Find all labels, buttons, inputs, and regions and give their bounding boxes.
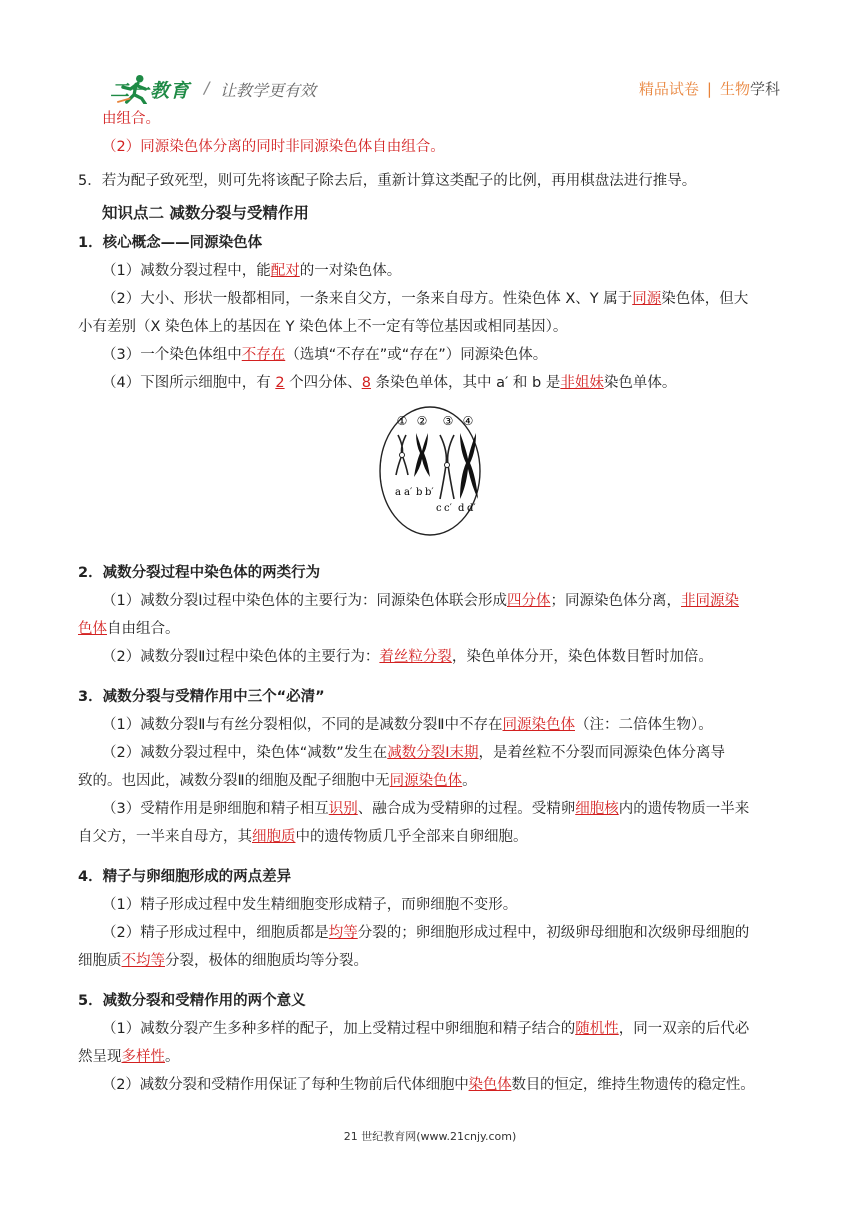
figure-label: c′ [444, 503, 452, 514]
text-line: （1）精子形成过程中发生精细胞变形成精子，而卵细胞不变形。 [102, 897, 518, 913]
tetrad-cell-diagram [378, 403, 482, 543]
figure-num: ③ [442, 414, 454, 428]
subsection-heading: 2．减数分裂过程中染色体的两类行为 [78, 565, 321, 581]
page-header [80, 70, 780, 110]
header-subject-suffix: 学科 [749, 80, 780, 98]
cell-figure [78, 397, 783, 547]
text-line: （1）减数分裂Ⅰ过程中染色体的主要行为：同源染色体联会形成四分体；同源染色体分离，非同源染 [102, 593, 739, 609]
text-line: 然呈现多样性。 [78, 1049, 180, 1065]
text-line: （4）下图所示细胞中，有 2 个四分体、8 条染色单体，其中 a′ 和 b 是非姐妹染色单体。 [102, 375, 677, 391]
text-line: （2）同源染色体分离的同时非同源染色体自由组合。 [102, 139, 445, 155]
text-line: （1）减数分裂Ⅱ与有丝分裂相似，不同的是减数分裂Ⅱ中不存在同源染色体（注：二倍体生物）。 [102, 717, 713, 733]
figure-num: ② [416, 414, 428, 428]
subsection-heading: 1．核心概念——同源染色体 [78, 235, 263, 251]
figure-label: b [416, 487, 423, 498]
text-line: （1）减数分裂过程中，能配对的一对染色体。 [102, 263, 402, 279]
text-line: 细胞质不均等分裂，极体的细胞质均等分裂。 [78, 953, 368, 969]
figure-label: a′ [404, 487, 413, 498]
text-line: （2）大小、形状一般都相同，一条来自父方，一条来自母方。性染色体 X、Y 属于同源染色体，但大 [102, 291, 749, 307]
text-line: （2）减数分裂过程中，染色体“减数”发生在减数分裂Ⅰ末期，是着丝粒不分裂而同源染色体分离导 [102, 745, 726, 761]
chromosome-2 [414, 433, 430, 477]
header-subject-name: 生物 [719, 80, 750, 98]
section-heading: 知识点二 减数分裂与受精作用 [102, 204, 309, 222]
text-line: 致的。也因此，减数分裂Ⅱ的细胞及配子细胞中无同源染色体。 [78, 773, 477, 789]
text-line: 小有差别（X 染色体上的基因在 Y 染色体上不一定有等位基因或相同基因）。 [78, 319, 568, 335]
figure-num: ① [396, 414, 408, 428]
header-subject [639, 78, 780, 99]
brand-name: 二一教育 [110, 80, 191, 102]
figure-label: b′ [425, 487, 434, 498]
subsection-heading: 3．减数分裂与受精作用中三个“必清” [78, 689, 325, 705]
header-slogan: 让教学更有效 [220, 81, 317, 100]
header-slash: / [204, 78, 210, 97]
header-paper-type: 精品试卷 [638, 80, 699, 98]
page-footer: 21 世纪教育网(www.21cnjy.com) [343, 1130, 517, 1143]
text-line: （3）受精作用是卵细胞和精子相互识别、融合成为受精卵的过程。受精卵细胞核内的遗传物质一半来 [102, 801, 750, 817]
figure-num: ④ [462, 414, 474, 428]
subsection-heading: 5．减数分裂和受精作用的两个意义 [78, 993, 306, 1009]
chromosome-4 [460, 433, 478, 499]
text-line: （2）减数分裂和受精作用保证了每种生物前后代体细胞中染色体数目的恒定，维持生物遗传的稳定性。 [102, 1077, 755, 1093]
text-line: （3）一个染色体组中不存在（选填“不存在”或“存在”）同源染色体。 [102, 347, 548, 363]
text-line: 色体自由组合。 [78, 621, 180, 637]
figure-label: d [458, 503, 465, 514]
subsection-heading: 4．精子与卵细胞形成的两点差异 [78, 869, 292, 885]
figure-label: c [436, 503, 442, 514]
figure-label: a [395, 487, 401, 498]
header-separator: | [706, 80, 712, 98]
text-line: （2）减数分裂Ⅱ过程中染色体的主要行为：着丝粒分裂，染色单体分开，染色体数目暂时加倍。 [102, 649, 713, 665]
figure-label: d′ [467, 503, 476, 514]
text-line: （1）减数分裂产生多种多样的配子，加上受精过程中卵细胞和精子结合的随机性，同一双亲的后代必 [102, 1021, 750, 1037]
text-line: 自父方，一半来自母方，其细胞质中的遗传物质几乎全部来自卵细胞。 [78, 829, 528, 845]
text-line: 5．若为配子致死型，则可先将该配子除去后，重新计算这类配子的比例，再用棋盘法进行推导。 [78, 173, 697, 189]
text-line: 由组合。 [102, 111, 160, 127]
text-line: （2）精子形成过程中，细胞质都是均等分裂的；卵细胞形成过程中，初级卵母细胞和次级卵母细胞的 [102, 925, 750, 941]
document-body [78, 105, 783, 1099]
